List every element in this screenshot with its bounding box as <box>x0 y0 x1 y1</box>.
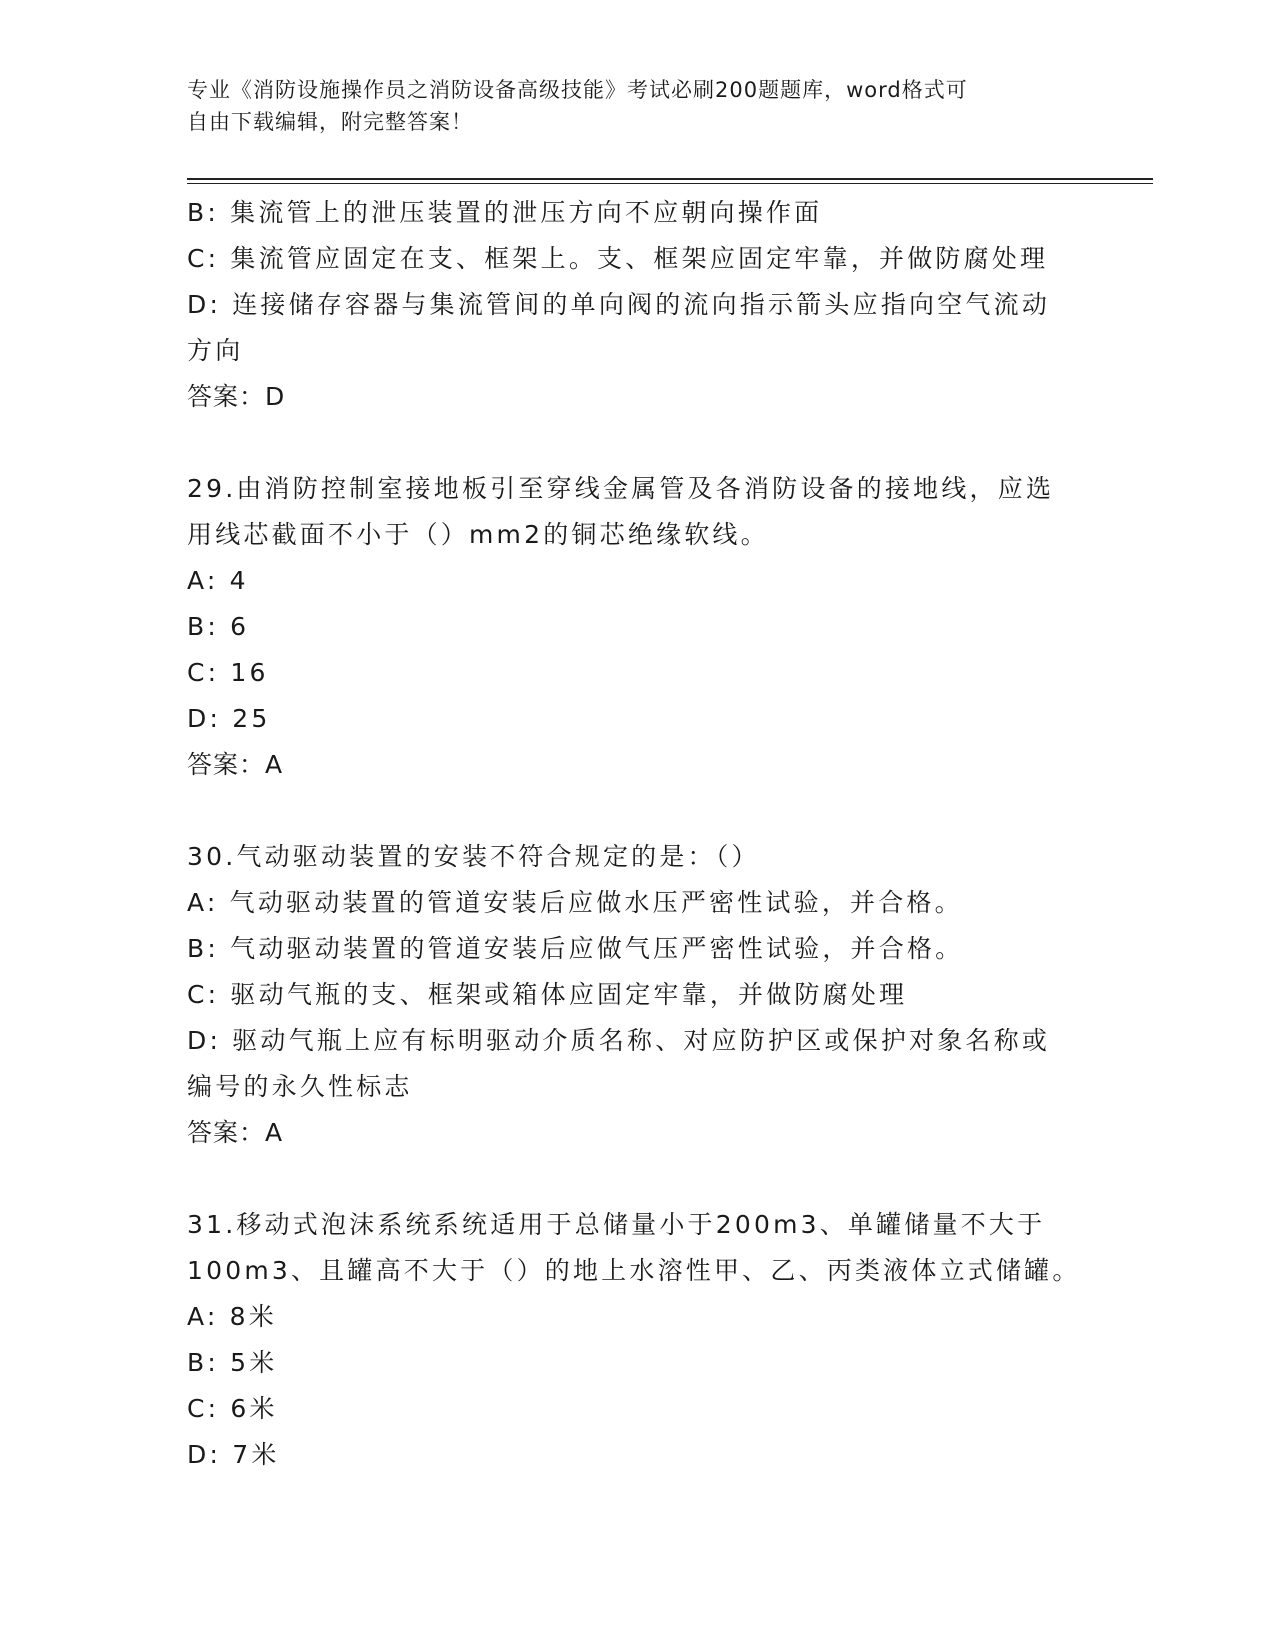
spacer <box>187 1156 1087 1202</box>
q30-option-d-line-1: D: 驱动气瓶上应有标明驱动介质名称、对应防护区或保护对象名称或 <box>187 1026 1051 1055</box>
spacer <box>187 420 1087 466</box>
question-31 <box>187 1202 1087 1478</box>
q29-stem-line-1: 29.由消防控制室接地板引至穿线金属管及各消防设备的接地线，应选 <box>187 474 1055 503</box>
q30-option-d-line-2: 编号的永久性标志 <box>187 1072 413 1101</box>
q30-answer: 答案：A <box>187 1118 284 1147</box>
q29-option-d: D: 25 <box>187 704 271 733</box>
q29-option-a: A: 4 <box>187 566 249 595</box>
question-content <box>187 190 1087 1478</box>
q28-option-c: C: 集流管应固定在支、框架上。支、框架应固定牢靠，并做防腐处理 <box>187 244 1049 273</box>
question-30 <box>187 834 1087 1156</box>
q29-stem-line-2: 用线芯截面不小于（）mm2的铜芯绝缘软线。 <box>187 520 769 549</box>
q30-option-c: C: 驱动气瓶的支、框架或箱体应固定牢靠，并做防腐处理 <box>187 980 908 1009</box>
q28-option-d-line-1: D: 连接储存容器与集流管间的单向阀的流向指示箭头应指向空气流动 <box>187 290 1051 319</box>
header-line-1: 专业《消防设施操作员之消防设备高级技能》考试必刷200题题库，word格式可 <box>187 78 968 102</box>
document-header <box>187 74 1067 138</box>
q31-option-d: D: 7米 <box>187 1440 280 1469</box>
q30-option-a: A: 气动驱动装置的管道安装后应做水压严密性试验，并合格。 <box>187 888 963 917</box>
q31-option-a: A: 8米 <box>187 1302 277 1331</box>
question-28-tail <box>187 190 1087 420</box>
header-line-2: 自由下载编辑，附完整答案！ <box>187 110 473 134</box>
q31-option-b: B: 5米 <box>187 1348 278 1377</box>
q31-stem-line-2: 100m3、且罐高不大于（）的地上水溶性甲、乙、丙类液体立式储罐。 <box>187 1256 1081 1285</box>
q29-answer: 答案：A <box>187 750 284 779</box>
q28-answer: 答案：D <box>187 382 286 411</box>
header-divider-thick <box>187 178 1153 180</box>
q29-option-b: B: 6 <box>187 612 250 641</box>
q30-stem: 30.气动驱动装置的安装不符合规定的是：（） <box>187 842 760 871</box>
spacer <box>187 788 1087 834</box>
q29-option-c: C: 16 <box>187 658 269 687</box>
question-29 <box>187 466 1087 788</box>
q28-option-b: B: 集流管上的泄压装置的泄压方向不应朝向操作面 <box>187 198 823 227</box>
q31-stem-line-1: 31.移动式泡沫系统系统适用于总储量小于200m3、单罐储量不大于 <box>187 1210 1046 1239</box>
q30-option-b: B: 气动驱动装置的管道安装后应做气压严密性试验，并合格。 <box>187 934 964 963</box>
q28-option-d-line-2: 方向 <box>187 336 244 365</box>
header-divider-thin <box>187 183 1153 184</box>
q31-option-c: C: 6米 <box>187 1394 278 1423</box>
